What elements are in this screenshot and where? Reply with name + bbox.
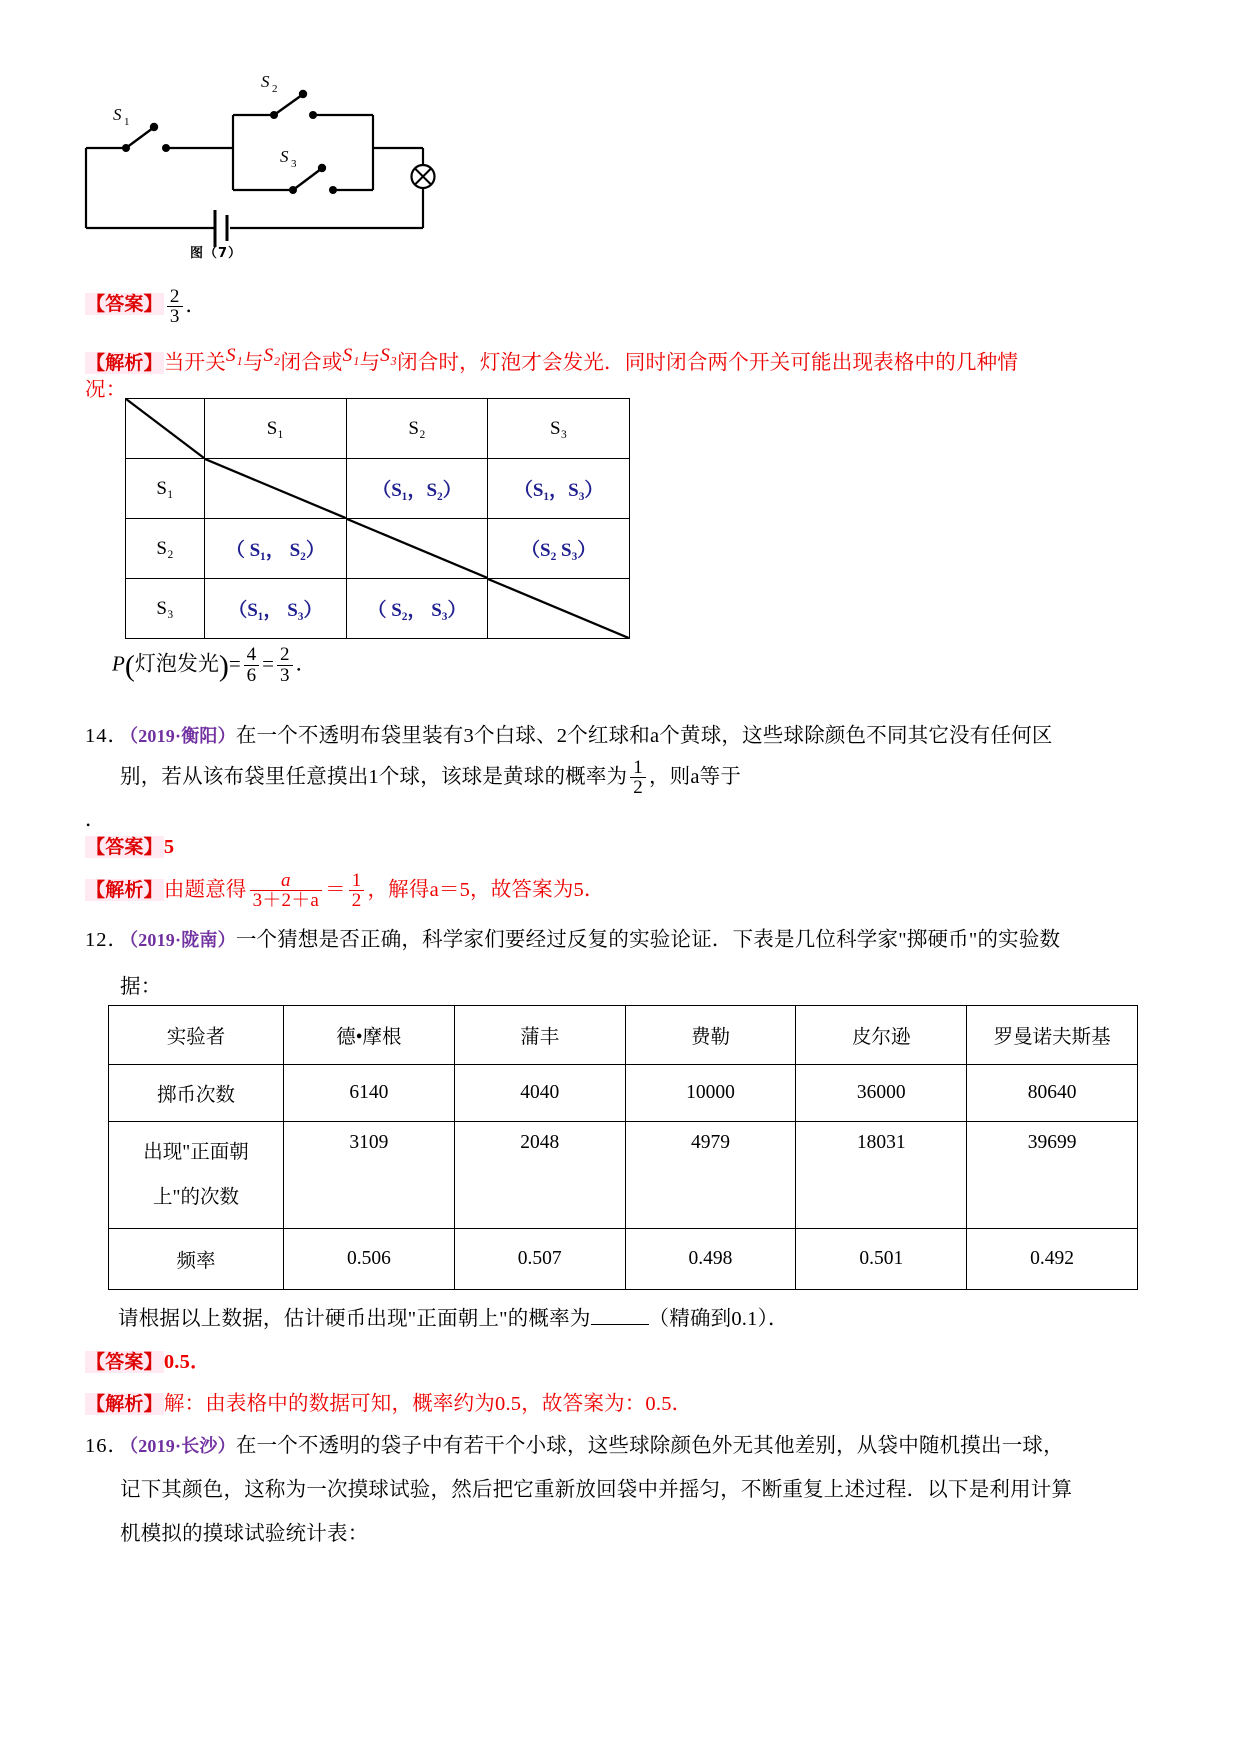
switch-s1-label: S <box>113 105 122 124</box>
analysis-s1b: S₁ <box>342 345 360 366</box>
row-label-heads <box>109 1122 284 1229</box>
scientist-1: 德•摩根 <box>284 1006 455 1065</box>
analysis-s3: S₃ <box>380 345 398 366</box>
answer-period: ． <box>185 295 207 317</box>
question-12-prompt-a: 请根据以上数据，估计硬币出现"正面朝上"的概率为 <box>118 1308 591 1330</box>
cell-s1-s1 <box>205 459 347 519</box>
formula-fraction-1: $\frac{4}{6}$ <box>244 645 260 686</box>
row-label-heads-line1: 出现"正面朝 <box>143 1142 249 1163</box>
circuit-svg <box>78 55 508 255</box>
formula-p: P <box>112 651 125 676</box>
diagonal-line-icon <box>488 579 629 638</box>
diagonal-line-icon <box>126 399 204 458</box>
row-label-heads-line2: 上"的次数 <box>153 1187 239 1208</box>
table-row <box>126 459 630 519</box>
analysis-text-d: 与 <box>359 351 381 374</box>
formula-eq1: = <box>228 651 241 676</box>
table-row <box>126 519 630 579</box>
question-14-line-1 <box>85 714 1165 758</box>
tosses-2: 4040 <box>454 1065 625 1122</box>
cell-s3-s2: （ S₂， S₃） <box>346 579 488 639</box>
question-14-line-2 <box>120 755 1200 799</box>
answer-blank[interactable] <box>591 1324 649 1325</box>
question-16-number: 16． <box>85 1435 129 1457</box>
formula-event: 灯泡发光 <box>134 651 219 676</box>
question-12-text-1: 一个猜想是否正确，科学家们要经过反复的实验论证．下表是几位科学家"掷硬币"的实验数 <box>235 929 1061 951</box>
formula-eq2: = <box>262 651 275 676</box>
question-12-source: （2019·陇南） <box>129 930 236 950</box>
row-label-tosses: 掷币次数 <box>109 1065 284 1122</box>
heads-3: 4979 <box>625 1122 796 1229</box>
analysis-tag: 【解析】 <box>86 879 163 901</box>
frequency-3: 0.498 <box>625 1229 796 1290</box>
question-14-answer-line <box>85 825 174 869</box>
col-header-s2: S₂ <box>346 399 488 459</box>
switch-s1-sub: 1 <box>124 116 130 128</box>
question-14-analysis-fraction: $\frac{a}{3+2+a}$ <box>250 871 322 912</box>
scientist-5: 罗曼诺夫斯基 <box>967 1006 1138 1065</box>
coin-experiment-table <box>108 1005 1138 1290</box>
scientist-2: 蒲丰 <box>454 1006 625 1065</box>
question-12-prompt-b: （精确到0.1）． <box>648 1308 789 1330</box>
heads-2: 2048 <box>454 1122 625 1229</box>
heads-5: 39699 <box>967 1122 1138 1229</box>
formula-period: ． <box>295 651 317 676</box>
cell-s1-s2: （S₁，S₂） <box>346 459 488 519</box>
question-14-analysis-eq: ＝ <box>325 879 346 901</box>
question-16-source: （2019·长沙） <box>129 1436 236 1456</box>
tosses-1: 6140 <box>284 1065 455 1122</box>
row-label-frequency: 频率 <box>109 1229 284 1290</box>
diagonal-line-icon <box>347 519 488 578</box>
table-header-row <box>109 1006 1138 1065</box>
answer-tag: 【答案】 <box>86 836 163 858</box>
row-header-s2: S₂ <box>126 519 205 579</box>
answer-tag: 【答案】 <box>86 293 163 315</box>
row-label-experimenter: 实验者 <box>109 1006 284 1065</box>
question-12-prompt <box>118 1297 789 1341</box>
tosses-4: 36000 <box>796 1065 967 1122</box>
cell-s1-s3: （S₁，S₃） <box>488 459 630 519</box>
question-14-analysis-a: 由题意得 <box>163 879 247 901</box>
heads-1: 3109 <box>284 1122 455 1229</box>
switch-s2-label: S <box>261 72 270 91</box>
question-12-analysis-text: 解：由表格中的数据可知，概率约为0.5，故答案为：0.5． <box>163 1393 693 1415</box>
switch-s3-label: S <box>280 147 289 166</box>
question-14-text-1: 在一个不透明布袋里装有3个白球、2个红球和a个黄球，这些球除颜色不同其它没有任何区 <box>235 725 1053 747</box>
switch-s2-sub: 2 <box>272 83 278 95</box>
question-12-answer-line <box>85 1340 211 1384</box>
heads-4: 18031 <box>796 1122 967 1229</box>
diagonal-line-icon <box>205 459 346 518</box>
question-16-text-1: 在一个不透明的袋子中有若干个小球，这些球除颜色外无其他差别，从袋中随机摸出一球， <box>235 1435 1064 1457</box>
analysis-line-11-cont: 况： <box>85 379 127 401</box>
scientist-3: 费勒 <box>625 1006 796 1065</box>
analysis-tag: 【解析】 <box>86 351 163 374</box>
question-14-source: （2019·衡阳） <box>129 726 236 746</box>
table-row <box>109 1122 1138 1229</box>
circuit-diagram <box>78 55 508 255</box>
question-16-line-2: 记下其颜色，这称为一次摸球试验，然后把它重新放回袋中并摇匀，不断重复上述过程．以下是利用计算 <box>120 1479 1073 1501</box>
corner-cell <box>126 399 205 459</box>
row-header-s1: S₁ <box>126 459 205 519</box>
question-12-line-2: 据： <box>120 976 162 998</box>
question-12-number: 12． <box>85 929 129 951</box>
answer-line-11 <box>85 282 206 328</box>
question-14-answer-value: 5 <box>163 836 175 858</box>
cell-s3-s1: （S₁， S₃） <box>205 579 347 639</box>
table-row <box>126 579 630 639</box>
question-16-line-3: 机模拟的摸球试验统计表： <box>120 1523 369 1545</box>
col-header-s1: S₁ <box>205 399 347 459</box>
scientist-4: 皮尔逊 <box>796 1006 967 1065</box>
analysis-s2: S₂ <box>263 345 281 366</box>
tosses-3: 10000 <box>625 1065 796 1122</box>
answer-fraction: $\frac{2}{3}$ <box>167 287 183 328</box>
outcome-table <box>125 398 630 639</box>
lamp-symbol <box>412 165 435 188</box>
question-14-analysis-line <box>85 868 605 912</box>
frequency-4: 0.501 <box>796 1229 967 1290</box>
row-header-s3: S₃ <box>126 579 205 639</box>
question-14-analysis-fraction-2: $\frac{1}{2}$ <box>349 871 365 912</box>
table-row <box>109 1065 1138 1122</box>
question-14-number: 14． <box>85 725 129 747</box>
frequency-1: 0.506 <box>284 1229 455 1290</box>
figure-caption: 图（7） <box>190 246 243 261</box>
answer-tag: 【答案】 <box>86 1351 163 1373</box>
cell-s3-s3 <box>488 579 630 639</box>
formula-close-paren: ) <box>218 649 229 683</box>
analysis-s1a: S₁ <box>225 345 243 366</box>
analysis-text-b: 与 <box>242 351 264 374</box>
cell-s2-s2 <box>346 519 488 579</box>
question-14-text-2a: 别，若从该布袋里任意摸出1个球，该球是黄球的概率为 <box>120 766 628 788</box>
question-14-analysis-b: ，解得a＝5，故答案为5． <box>367 879 605 901</box>
frequency-2: 0.507 <box>454 1229 625 1290</box>
frequency-5: 0.492 <box>967 1229 1138 1290</box>
question-16-line-1 <box>85 1424 1175 1468</box>
probability-formula <box>112 645 317 686</box>
analysis-line-11 <box>85 334 1160 385</box>
switch-s3-sub: 3 <box>291 158 297 170</box>
tosses-5: 80640 <box>967 1065 1138 1122</box>
question-12-analysis-line <box>85 1382 692 1426</box>
analysis-tag: 【解析】 <box>86 1393 163 1415</box>
analysis-text-a: 当开关 <box>163 351 226 374</box>
formula-fraction-2: $\frac{2}{3}$ <box>277 645 293 686</box>
question-12-line-1 <box>85 918 1175 962</box>
col-header-s3: S₃ <box>488 399 630 459</box>
analysis-text-e: 闭合时，灯泡才会发光．同时闭合两个开关可能出现表格中的几种情 <box>397 351 1019 374</box>
cell-s2-s1: （ S₁， S₂） <box>205 519 347 579</box>
question-14-text-2b: ，则a等于 <box>648 766 742 788</box>
analysis-text-c: 闭合或 <box>280 351 343 374</box>
table-row <box>109 1229 1138 1290</box>
cell-s2-s3: （S₂ S₃） <box>488 519 630 579</box>
question-12-answer-value: 0.5． <box>163 1351 211 1373</box>
formula-open-paren: ( <box>124 649 135 683</box>
question-14-line-3: ． <box>85 809 106 831</box>
table-header-row <box>126 399 630 459</box>
question-14-fraction: $\frac{1}{2}$ <box>630 758 646 799</box>
